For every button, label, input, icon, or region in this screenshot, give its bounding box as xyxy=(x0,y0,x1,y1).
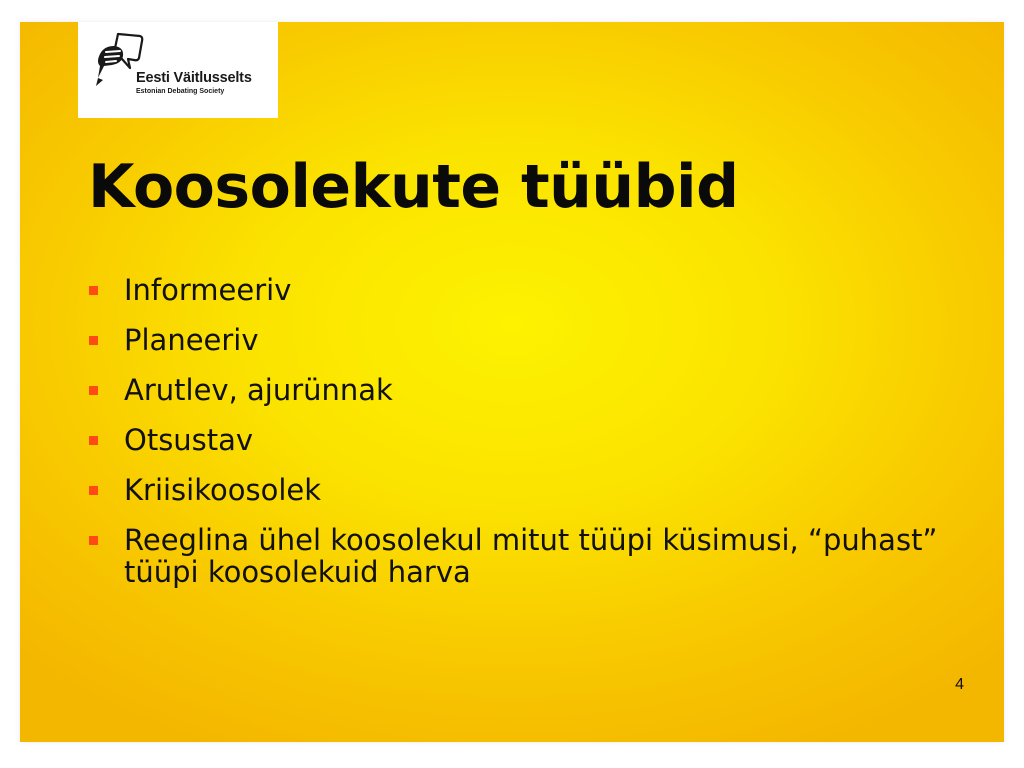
bullet-item xyxy=(86,474,966,506)
bullet-item xyxy=(86,424,966,456)
bullet-list xyxy=(86,274,966,606)
square-bullet-icon xyxy=(89,486,98,495)
logo-subtitle: Estonian Debating Society xyxy=(136,88,225,95)
bullet-item xyxy=(86,374,966,406)
page-number: 4 xyxy=(955,676,964,693)
square-bullet-icon xyxy=(89,286,98,295)
slide xyxy=(20,22,1004,742)
square-bullet-icon xyxy=(89,386,98,395)
logo-name: Eesti Väitlusselts xyxy=(136,70,252,86)
square-bullet-icon xyxy=(89,536,98,545)
bullet-text: Planeeriv xyxy=(124,323,259,357)
bullet-text: Reeglina ühel koosolekul mitut tüüpi küsimusi, “puhast” tüüpi koosolekuid harva xyxy=(124,523,938,589)
slide-title: Koosolekute tüübid xyxy=(88,152,739,222)
bullet-text: Otsustav xyxy=(124,423,254,457)
bullet-text: Informeeriv xyxy=(124,273,292,307)
square-bullet-icon xyxy=(89,436,98,445)
bullet-text: Arutlev, ajurünnak xyxy=(124,373,393,407)
bullet-text: Kriisikoosolek xyxy=(124,473,322,507)
bullet-item xyxy=(86,524,966,588)
square-bullet-icon xyxy=(89,336,98,345)
bullet-item xyxy=(86,274,966,306)
logo xyxy=(78,22,278,118)
bullet-item xyxy=(86,324,966,356)
